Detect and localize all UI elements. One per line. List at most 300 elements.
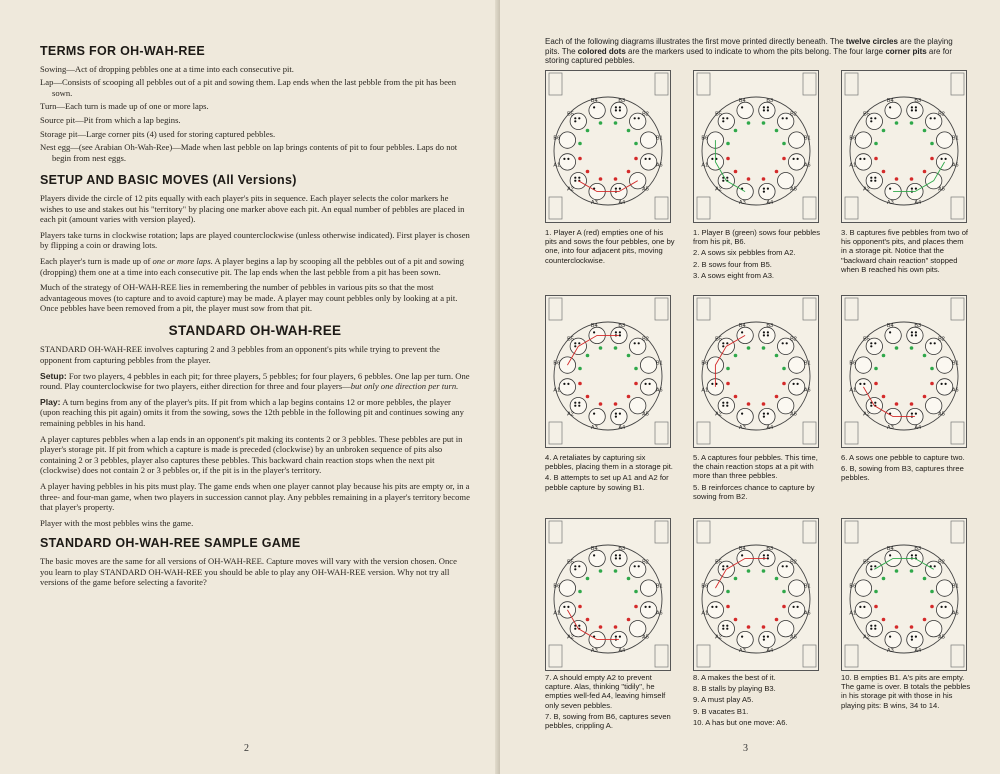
pit-marker <box>599 569 603 573</box>
pit-label: A5 <box>938 186 945 193</box>
pebble <box>634 342 636 344</box>
pit-marker <box>782 157 786 161</box>
pebble <box>619 334 621 336</box>
pebble <box>763 109 765 111</box>
caption-5 <box>693 453 823 503</box>
pit-label: B1 <box>655 135 663 142</box>
pit-label: A6 <box>951 610 959 617</box>
board-svg <box>546 519 670 670</box>
pit-label: A4 <box>766 200 774 207</box>
pebble <box>574 177 576 179</box>
pit-label: A4 <box>618 425 626 432</box>
pebble <box>574 342 576 344</box>
pit-marker <box>586 577 590 581</box>
pit-marker <box>775 170 779 174</box>
pit-label: B4 <box>590 322 598 329</box>
pebble <box>945 606 947 608</box>
pit-marker <box>782 367 786 371</box>
pebble <box>915 109 917 111</box>
pebble <box>726 628 728 630</box>
pebble <box>615 554 617 556</box>
pit-label: B2 <box>642 336 649 343</box>
playing-pit <box>788 132 804 148</box>
pebble <box>911 188 913 190</box>
pit-marker <box>874 367 878 371</box>
pebble <box>911 639 913 641</box>
pit-marker <box>895 569 899 573</box>
caption-line: 7. B, sowing from B6, captures seven pebbles, crippling A. <box>545 711 671 731</box>
setup-paragraph <box>40 256 470 277</box>
pebble <box>874 180 876 182</box>
pebble <box>615 188 617 190</box>
pebble <box>870 568 872 570</box>
pebble <box>619 413 621 415</box>
pit-label: B2 <box>790 336 797 343</box>
pebble <box>763 188 765 190</box>
pit-marker <box>599 177 603 181</box>
pit-marker <box>634 142 638 146</box>
pit-label: A1 <box>849 610 857 617</box>
pit-label: A2 <box>567 634 574 641</box>
storage-pit <box>845 298 858 320</box>
pebble <box>715 606 717 608</box>
playing-pit <box>559 379 575 395</box>
pit-marker <box>726 590 730 594</box>
pit-marker <box>874 590 878 594</box>
pit-marker <box>882 395 886 399</box>
storage-pit <box>697 422 710 444</box>
storage-pit <box>697 73 710 95</box>
pebble <box>767 106 769 108</box>
pebble <box>870 117 872 119</box>
pebble <box>911 413 913 415</box>
storage-pit <box>549 298 562 320</box>
pit-marker <box>627 395 631 399</box>
pit-marker <box>634 590 638 594</box>
board-svg <box>694 519 818 670</box>
standard-play-paragraph <box>40 397 470 429</box>
pit-marker <box>923 395 927 399</box>
storage-pit <box>845 73 858 95</box>
pit-marker <box>930 157 934 161</box>
pebble <box>767 109 769 111</box>
pit-label: A2 <box>567 411 574 418</box>
pebble <box>763 416 765 418</box>
pit-label: B6 <box>701 135 709 142</box>
pit-label: A2 <box>715 186 722 193</box>
pit-label: B3 <box>766 322 774 329</box>
pebble <box>870 342 872 344</box>
pit-marker <box>734 129 738 133</box>
pit-marker <box>726 605 730 609</box>
storage-pit <box>655 298 668 320</box>
pit-marker <box>930 605 934 609</box>
playing-pit <box>707 602 723 618</box>
game-board-diagram <box>841 295 967 448</box>
pit-marker <box>882 170 886 174</box>
pit-label: B3 <box>766 97 774 104</box>
pebble <box>619 106 621 108</box>
pit-label: A2 <box>863 186 870 193</box>
pebble <box>915 188 917 190</box>
pebble <box>874 402 876 404</box>
pit-label: B3 <box>766 545 774 552</box>
pit-label: A3 <box>886 425 894 432</box>
playing-pit <box>855 132 871 148</box>
pebble <box>874 342 876 344</box>
board-svg <box>546 71 670 222</box>
storage-pit <box>845 645 858 667</box>
pebble <box>574 568 576 570</box>
setup-heading: SETUP AND BASIC MOVES (All Versions) <box>40 173 297 188</box>
playing-pit <box>640 580 656 596</box>
pit-label: A3 <box>590 425 598 432</box>
standard-paragraph: A player having pebbles in his pits must play. The game ends when one player cannot play because his pits are empty or, in a three- and four-man game, when two players in succession cannot play. Any pebbles remaining in a player's territory become that player's property. <box>40 481 470 513</box>
game-board-diagram <box>693 518 819 671</box>
pit-marker <box>762 177 766 181</box>
pit-label: A6 <box>803 162 811 169</box>
pebble <box>934 565 936 567</box>
pit-label: A3 <box>590 200 598 207</box>
pebble <box>874 565 876 567</box>
pit-marker <box>762 569 766 573</box>
pebble <box>741 413 743 415</box>
pit-marker <box>627 354 631 358</box>
pebble <box>563 383 565 385</box>
pebble <box>767 557 769 559</box>
pebble <box>574 120 576 122</box>
setup-paragraph: Players take turns in clockwise rotation; laps are played counterclockwise (unless otherwise indicated). First player is chosen by flipping a coin or drawing lots. <box>40 229 470 251</box>
pit-label: B2 <box>642 559 649 566</box>
pit-marker <box>578 142 582 146</box>
game-board-diagram <box>693 295 819 448</box>
playing-pit <box>759 631 775 647</box>
pit-label: A6 <box>655 610 663 617</box>
storage-pit <box>697 645 710 667</box>
pebble <box>911 554 913 556</box>
pit-label: B4 <box>738 545 746 552</box>
pit-label: A4 <box>914 200 922 207</box>
game-board-diagram <box>545 70 671 223</box>
board-svg <box>694 71 818 222</box>
pit-marker <box>726 367 730 371</box>
pebble <box>874 117 876 119</box>
pebble <box>726 402 728 404</box>
playing-pit <box>611 408 627 424</box>
storage-pit <box>951 197 964 219</box>
pit-label: B1 <box>951 583 959 590</box>
pit-label: A3 <box>886 200 894 207</box>
pit-label: B4 <box>886 322 894 329</box>
standard-paragraph: STANDARD OH-WAH-REE involves capturing 2 and 3 pebbles from an opponent's pits while trying to prevent the opponent from capturing pebbles from the player. <box>40 344 440 366</box>
pit-label: B2 <box>938 336 945 343</box>
pit-marker <box>578 590 582 594</box>
pit-marker <box>910 177 914 181</box>
pebble <box>859 606 861 608</box>
pebble <box>645 383 647 385</box>
pit-marker <box>599 402 603 406</box>
caption-line: 8. A makes the best of it. <box>693 673 776 682</box>
pit-label: B1 <box>803 135 811 142</box>
terms-heading: TERMS FOR OH-WAH-REE <box>40 44 206 58</box>
pebble <box>874 625 876 627</box>
playing-pit <box>936 602 952 618</box>
pit-label: B1 <box>951 135 959 142</box>
pebble <box>863 158 865 160</box>
pebble <box>782 565 784 567</box>
playing-pit <box>737 102 753 118</box>
storage-pit <box>951 73 964 95</box>
pit-label: A5 <box>938 411 945 418</box>
playing-pit <box>640 379 656 395</box>
pit-marker <box>895 402 899 406</box>
storage-pit <box>803 422 816 444</box>
standard-heading: STANDARD OH-WAH-REE <box>168 322 342 338</box>
pebble <box>863 606 865 608</box>
pit-marker <box>923 170 927 174</box>
caption-3 <box>841 228 971 276</box>
pit-marker <box>614 121 618 125</box>
caption-line: 2. A sows six pebbles from A2. <box>693 248 796 258</box>
pebble <box>889 636 891 638</box>
playing-pit <box>936 379 952 395</box>
pit-label: A1 <box>701 610 709 617</box>
pebble <box>767 188 769 190</box>
pebble <box>763 554 765 556</box>
pebble <box>870 120 872 122</box>
pebble <box>574 565 576 567</box>
pit-marker <box>747 569 751 573</box>
pit-label: B2 <box>938 559 945 566</box>
storage-pit <box>655 73 668 95</box>
pebble <box>930 342 932 344</box>
pit-marker <box>726 157 730 161</box>
pit-marker <box>762 625 766 629</box>
pebble <box>870 177 872 179</box>
pit-marker <box>910 346 914 350</box>
term-item: Lap—Consists of scooping all pebbles out of a pit and sowing them. Lap ends when the last pebble from the pit has been sown. <box>40 77 456 98</box>
pebble <box>722 342 724 344</box>
pit-marker <box>634 605 638 609</box>
pit-marker <box>775 577 779 581</box>
term-item: Storage pit—Large corner pits (4) used for storing captured pebbles. <box>40 128 276 139</box>
pit-label: A5 <box>790 186 797 193</box>
pebble <box>763 106 765 108</box>
standard-paragraph: Player with the most pebbles wins the game. <box>40 517 194 528</box>
pebble <box>567 383 569 385</box>
pebble <box>615 106 617 108</box>
storage-pit <box>951 298 964 320</box>
playing-pit <box>640 132 656 148</box>
pebble <box>593 413 595 415</box>
playing-pit <box>559 154 575 170</box>
pebble <box>619 109 621 111</box>
pit-label: B5 <box>567 559 574 566</box>
pebble <box>567 606 569 608</box>
pebble <box>797 383 799 385</box>
play-label: Play: <box>40 396 61 407</box>
pebble <box>767 554 769 556</box>
pit-marker <box>634 367 638 371</box>
pebble <box>638 342 640 344</box>
pebble <box>638 565 640 567</box>
pit-marker <box>747 177 751 181</box>
pit-marker <box>726 382 730 386</box>
playing-pit <box>759 183 775 199</box>
caption-line: 5. B reinforces chance to capture by sowing from B2. <box>693 482 815 501</box>
playing-pit <box>559 580 575 596</box>
pebble <box>722 402 724 404</box>
pit-marker <box>734 577 738 581</box>
storage-pit <box>803 521 816 543</box>
caption-line: 3. A sows eight from A3. <box>693 270 775 280</box>
pit-marker <box>634 157 638 161</box>
setup-label: Setup: <box>40 370 67 381</box>
pit-label: A5 <box>642 186 649 193</box>
pit-marker <box>874 605 878 609</box>
playing-pit <box>759 408 775 424</box>
pebble <box>786 565 788 567</box>
pit-label: B5 <box>567 336 574 343</box>
pebble <box>722 405 724 407</box>
pebble <box>870 565 872 567</box>
pebble <box>649 606 651 608</box>
pit-marker <box>910 121 914 125</box>
pebble <box>619 331 621 333</box>
pebble <box>915 636 917 638</box>
pebble <box>574 405 576 407</box>
pit-marker <box>882 618 886 622</box>
game-board-diagram <box>545 295 671 448</box>
pebble <box>563 606 565 608</box>
pit-marker <box>599 346 603 350</box>
pit-label: A5 <box>642 411 649 418</box>
board-svg <box>546 296 670 447</box>
game-board-diagram <box>841 70 967 223</box>
storage-pit <box>655 422 668 444</box>
playing-pit <box>788 580 804 596</box>
pebble <box>615 416 617 418</box>
pit-label: B1 <box>803 583 811 590</box>
pebble <box>615 413 617 415</box>
pit-marker <box>614 402 618 406</box>
pebble <box>722 120 724 122</box>
playing-pit <box>788 379 804 395</box>
pebble <box>911 109 913 111</box>
pit-label: B5 <box>863 336 870 343</box>
pebble <box>863 383 865 385</box>
pit-label: A2 <box>567 186 574 193</box>
pit-marker <box>775 618 779 622</box>
pit-marker <box>627 618 631 622</box>
pit-label: A1 <box>553 387 561 394</box>
pebble <box>870 405 872 407</box>
pebble <box>874 177 876 179</box>
playing-pit <box>737 408 753 424</box>
text-run: A turn begins from any of the player's pits. If pit from which a lap begins contains 12 or more pebbles, the player (upon reaching this pit again) omits it from the sowing, sows the 12th pebble in the following pit and continues sowing any remaining pebbles in his hand. <box>40 396 464 429</box>
pebble <box>763 334 765 336</box>
pebble <box>911 636 913 638</box>
pebble <box>711 383 713 385</box>
playing-pit <box>640 357 656 373</box>
italic-run: one or more laps. <box>152 255 213 266</box>
pit-label: A1 <box>849 387 857 394</box>
pebble <box>793 383 795 385</box>
pit-label: A4 <box>618 200 626 207</box>
pit-label: A6 <box>655 387 663 394</box>
pebble <box>911 334 913 336</box>
board-svg <box>842 71 966 222</box>
pebble <box>763 413 765 415</box>
pebble <box>578 565 580 567</box>
pit-label: B3 <box>618 97 626 104</box>
bold-run: colored dots <box>577 46 626 56</box>
left-column <box>40 40 470 593</box>
playing-pit <box>640 602 656 618</box>
caption-line: 10. A has but one move: A6. <box>693 717 788 727</box>
pit-label: B5 <box>715 111 722 118</box>
pit-label: A3 <box>590 648 598 655</box>
pit-label: B2 <box>938 111 945 118</box>
pebble <box>711 606 713 608</box>
pebble <box>870 180 872 182</box>
playing-pit <box>855 580 871 596</box>
storage-pit <box>549 73 562 95</box>
pit-marker <box>923 618 927 622</box>
pebble <box>793 158 795 160</box>
pit-label: A6 <box>951 162 959 169</box>
pit-marker <box>930 382 934 386</box>
board-svg <box>842 519 966 670</box>
storage-pit <box>549 197 562 219</box>
pit-label: B4 <box>886 545 894 552</box>
pebble <box>870 628 872 630</box>
pit-label: A6 <box>655 162 663 169</box>
caption-6 <box>841 453 971 485</box>
pit-marker <box>734 170 738 174</box>
pebble <box>726 342 728 344</box>
move-path <box>578 181 637 192</box>
playing-pit <box>936 357 952 373</box>
pebble <box>726 625 728 627</box>
pebble <box>649 383 651 385</box>
playing-pit <box>855 154 871 170</box>
caption-8 <box>693 673 823 729</box>
page-number: 2 <box>244 743 249 754</box>
pebble <box>593 106 595 108</box>
caption-line: 7. A should empty A2 to prevent capture. Alas, thinking "tidily", he empties well-fed A4, leaving himself only seven pebbles. <box>545 673 666 710</box>
caption-line: 5. A captures four pebbles. This time, the chain reaction stops at a pit with more than three pebbles. <box>693 453 818 481</box>
term-item: Source pit—Pit from which a lap begins. <box>40 114 181 125</box>
pebble <box>767 413 769 415</box>
pebble <box>634 565 636 567</box>
pit-label: B4 <box>590 97 598 104</box>
pit-label: B4 <box>886 97 894 104</box>
pit-marker <box>578 382 582 386</box>
pit-marker <box>586 129 590 133</box>
pebble <box>722 180 724 182</box>
pit-label: A5 <box>938 634 945 641</box>
pit-marker <box>734 618 738 622</box>
pit-label: B5 <box>863 111 870 118</box>
pit-marker <box>923 129 927 133</box>
storage-pit <box>803 197 816 219</box>
pebble <box>574 628 576 630</box>
pit-label: A4 <box>766 648 774 655</box>
pit-label: A2 <box>715 411 722 418</box>
pit-marker <box>747 625 751 629</box>
pebble <box>711 158 713 160</box>
